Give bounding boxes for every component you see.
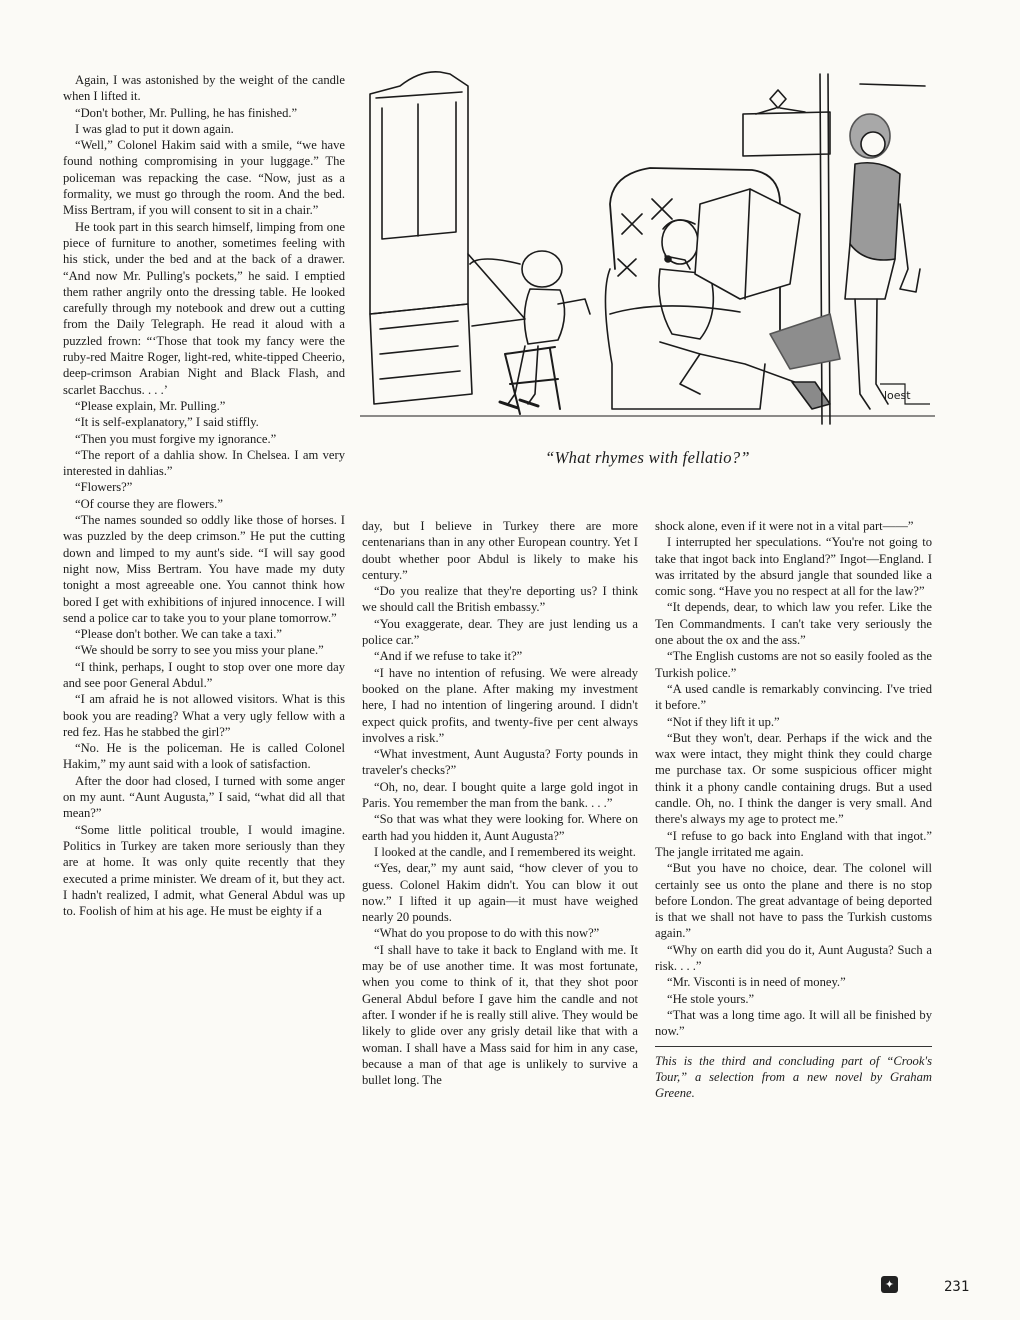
paragraph: “I refuse to go back into England with that ingot.” The jangle irritated me again. [655, 828, 932, 859]
paragraph: “A used candle is remarkably convincing. I've tried it before.” [655, 681, 932, 713]
paragraph: “No. He is the policeman. He is called Colonel Hakim,” my aunt said with a look of satisfaction. [63, 741, 345, 772]
paragraph: “But you have no choice, dear. The colonel will certainly see us onto the plane and there is no stop before London. The great advantage of being deported is that we shall not have to pass the Turkish customs again.” [655, 861, 932, 941]
paragraph: “Do you realize that they're deporting us? I think we should call the British embassy.” [362, 584, 638, 615]
paragraph: “The report of a dahlia show. In Chelsea. I am very interested in dahlias.” [63, 447, 345, 479]
paragraph: “I think, perhaps, I ought to stop over one more day and see poor General Abdul.” [63, 659, 345, 690]
paragraph: “So that was what they were looking for. Where on earth had you hidden it, Aunt Augusta?” [362, 812, 638, 843]
paragraph: “Flowers?” [75, 480, 133, 495]
text-column-2 [362, 518, 638, 1088]
paragraph: “Don't bother, Mr. Pulling, he has finished.” [75, 105, 298, 120]
paragraph: “I am afraid he is not allowed visitors. What is this book you are reading? What a very ugly fellow with a red fez. Has he stabbed the girl?” [63, 692, 345, 739]
paragraph: I was glad to put it down again. [75, 121, 234, 136]
paragraph: “I shall have to take it back to England with me. It may be of use another time. It was most fortunate, when you come to think of it, that they shot poor General Abdul before I gave him the candle and not after. I wonder if he is really still alive. They would be likely to glide over any grisly detail like that with a woman. I shall have a Mass said for him in any case, because a man of that age is unlikely to survive a bullet long. The [362, 942, 638, 1088]
paragraph: “We should be sorry to see you miss your plane.” [75, 643, 324, 658]
text-column-3 [655, 518, 932, 1101]
paragraph: “And if we refuse to take it?” [374, 649, 523, 664]
paragraph: “The names sounded so oddly like those of horses. I was puzzled by the deep crimson.” He put the cutting down and limped to my aunt's side. “I will say good night now, Miss Bertram. You have made my duty tonight a most agreeable one. You cannot think how bored I get with exhibitions of injured innocence. I will send a police car to take you to your plane tomorrow.” [63, 513, 345, 625]
paragraph: “The English customs are not so easily fooled as the Turkish police.” [655, 649, 932, 680]
paragraph: I interrupted her speculations. “You're not going to take that ingot back into England?” Ingot—England. I was irritated by the absurd jangle that sounded like a comic song. “Have you no respect at all for the law?” [655, 535, 932, 599]
paragraph: “Then you must forgive my ignorance.” [75, 431, 277, 446]
paragraph: I looked at the candle, and I remembered its weight. [374, 844, 636, 859]
cartoon-caption: “What rhymes with fellatio?” [545, 448, 750, 467]
paragraph: “I have no intention of refusing. We were already booked on the plane. After making my investment here, I had no intention of lingering around. I didn't expect quick profits, and twenty-five per cent always involves a risk.” [362, 665, 638, 745]
paragraph: “Please explain, Mr. Pulling.” [75, 398, 226, 413]
paragraph: “He stole yours.” [667, 991, 755, 1006]
paragraph: “Well,” Colonel Hakim said with a smile, “we have found nothing compromising in your luggage.” The policeman was repacking the case. “Now, just as a formality, we must go through the room. And the bed. Miss Bertram, if you will consent to sit in a chair.” [63, 138, 345, 218]
paragraph: shock alone, even if it were not in a vital part——” [655, 519, 914, 533]
paragraph: “It depends, dear, to which law you refer. Like the Ten Commandments. I can't take very seriously the one about the ox and the ass.” [655, 600, 932, 648]
cartoon-drawing [360, 64, 935, 444]
paragraph: “Yes, dear,” my aunt said, “how clever of you to guess. Colonel Hakim didn't. You can blow it out now.” I lifted it up again—it must have weighed nearly 20 pounds. [362, 861, 638, 925]
paragraph: “What do you propose to do with this now?” [374, 926, 600, 941]
cartoon-illustration [360, 64, 935, 444]
paragraph: “Mr. Visconti is in need of money.” [667, 975, 846, 990]
paragraph: Again, I was astonished by the weight of the candle when I lifted it. [63, 73, 345, 104]
paragraph: After the door had closed, I turned with some anger on my aunt. “Aunt Augusta,” I said, “what did all that mean?” [63, 773, 345, 821]
rabbit-logo-icon: ✦ [881, 1276, 898, 1293]
paragraph: “Oh, no, dear. I bought quite a large gold ingot in Paris. You remember the man from the bank. . . .” [362, 779, 638, 811]
paragraph: “What investment, Aunt Augusta? Forty pounds in traveler's checks?” [362, 747, 638, 778]
paragraph: “Of course they are flowers.” [75, 496, 223, 511]
text-column-1 [63, 72, 345, 919]
paragraph: “Why on earth did you do it, Aunt Augusta? Such a risk. . . .” [655, 942, 932, 974]
paragraph: He took part in this search himself, limping from one piece of furniture to another, sometimes feeling with his stick, under the bed and at the back of a drawer. “And now Mr. Pulling's pockets,” he said. I emptied them rather angrily onto the dressing table. He looked carefully through my notebook and drew out a cutting from the Daily Telegraph. He read it aloud with a puzzled frown: “‘Those that took my fancy were the ruby-red Maitre Roger, light-red, white-tipped Cheerio, deep-crimson Arabian Night and Black Flash, and scarlet Bacchus. . . .’ [63, 219, 345, 397]
page-number: 231 [944, 1279, 970, 1295]
paragraph: “It is self-explanatory,” I said stiffly. [75, 415, 259, 430]
svg-text:loest: loest [884, 389, 911, 402]
paragraph: “That was a long time ago. It will all be finished by now.” [655, 1007, 932, 1039]
paragraph: “Some little political trouble, I would imagine. Politics in Turkey are taken more seriously than they are at home. It was only quite recently that they executed a prime minister. We dream of it, but they act. I hadn't realized, I admit, what General Abdul was up to. Foolish of him at his age. He must be eighty if a [63, 822, 345, 919]
article-credit: This is the third and concluding part of “Crook's Tour,” a selection from a new novel by Graham Greene. [655, 1046, 932, 1102]
artist-signature [880, 384, 930, 404]
paragraph: “Not if they lift it up.” [667, 714, 780, 729]
paragraph: day, but I believe in Turkey there are more centenarians than in any other European country. Yet I doubt whether poor Abdul is likely to make his century.” [362, 519, 638, 582]
paragraph: “Please don't bother. We can take a taxi.” [75, 627, 282, 642]
paragraph: “You exaggerate, dear. They are just lending us a police car.” [362, 616, 638, 648]
paragraph: “But they won't, dear. Perhaps if the wick and the wax were intact, they might think they could charge me purchase tax. Or some suspicious officer might think it a phony candle containing drugs. But a used candle. Oh, no. I think the danger is very small. And there's always my age to protect me.” [655, 730, 932, 827]
